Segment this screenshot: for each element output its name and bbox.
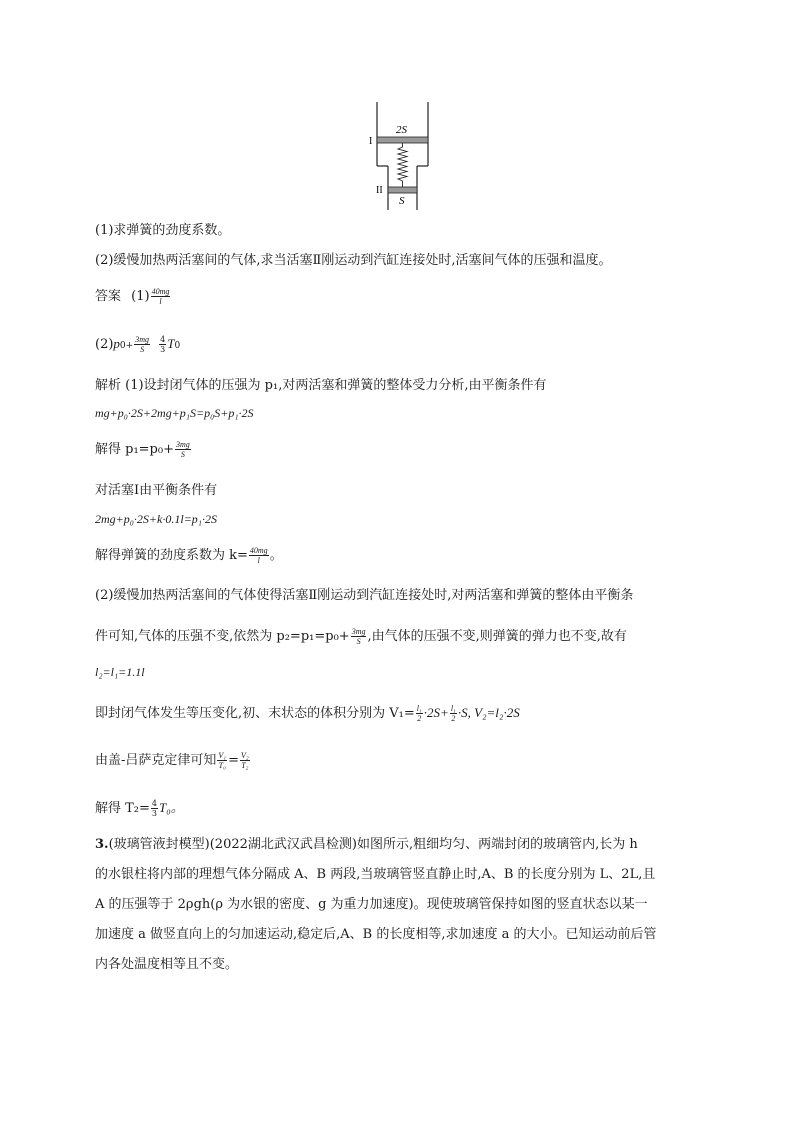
answer-2: (2)p0+ $\frac{3mg}{S}$ $\frac{4}{3}$ T0 [95, 335, 181, 354]
analysis-final: 解得 T₂= $\frac{4}{3}$ T₀。 [95, 799, 184, 818]
problem-3-line-1: 3.(玻璃管液封模型)(2022湖北武汉武昌检测)如图所示,粗细均匀、两端封闭的玻璃管内,长为 h [95, 837, 638, 852]
label-upper-area: 2S [396, 124, 407, 136]
label-lower-area: S [399, 195, 405, 207]
analysis-eq-2: 2mg+p₀·2S+k·0.1l=p₁·2S [95, 512, 217, 526]
analysis-eq-1: mg+p₀·2S+2mg+p₁S=p₀S+p₁·2S [95, 406, 254, 420]
cylinder-piston-figure [360, 100, 440, 212]
answer-1-fraction: $\frac{40mg}{l}$ [151, 287, 170, 306]
answer-2-prefix: (2) [95, 337, 114, 352]
analysis-solve-2: 解得弹簧的劲度系数为 k= $\frac{40mg}{l}$ 。 [95, 546, 283, 565]
analysis-gay-lussac: 由盖-吕萨克定律可知 $\frac{\text{V₁}}{\text{T₀}}$ = $\frac{\text{V₂}}{\text{T₂}}$ [95, 751, 249, 770]
problem-3-line-3: A 的压强等于 2ρgh(ρ 为水银的密度、g 为重力加速度)。现使玻璃管保持如图的竖直状态以某一 [95, 897, 648, 912]
question-1: (1)求弹簧的劲度系数。 [95, 223, 231, 238]
piston-1 [377, 137, 428, 143]
answer-2-pressure-fraction: $\frac{3mg}{S}$ [135, 335, 149, 354]
label-piston-1: I [369, 136, 373, 147]
label-piston-2: II [376, 185, 383, 196]
problem-3-number: 3. [95, 837, 109, 852]
analysis-volume-line: 即封闭气体发生等压变化,初、末状态的体积分别为 V₁= $\frac{\text{l₁}}{2}$ ·2S+ $\frac{\text{l₁}}{2}$ ·S, V₂=l₂·2S [95, 704, 520, 723]
answer-2-temp-fraction: $\frac{4}{3}$ [160, 335, 166, 354]
answer-label: 答案 [95, 289, 122, 304]
piston-2 [388, 187, 417, 193]
answer-1 [95, 284, 171, 310]
problem-3-line-2: 的水银柱将内部的理想气体分隔成 A、B 两段,当玻璃管竖直静止时,A、B 的长度分别为 L、2L,且 [95, 867, 656, 882]
analysis-part2-line-2: 件可知,气体的压强不变,依然为 p₂=p₁=p₀+ $\frac{3mg}{S}$ ,由气体的压强不变,则弹簧的弹力也不变,故有 [95, 627, 627, 646]
analysis-part2-line-1: (2)缓慢加热两活塞间的气体使得活塞Ⅱ刚运动到汽缸连接处时,对两活塞和弹簧的整体由平衡条 [95, 588, 634, 603]
analysis-solve-1: 解得 p₁=p₀+ $\frac{3mg}{S}$ [95, 440, 190, 459]
analysis-eq-3: l₂=l₁=1.1l [95, 665, 145, 679]
analysis-line-1: 解析 (1)设封闭气体的压强为 p₁,对两活塞和弹簧的整体受力分析,由平衡条件有 [95, 378, 547, 393]
analysis-line-2: 对活塞Ⅰ由平衡条件有 [95, 483, 218, 498]
answer-1-prefix: (1) [131, 289, 150, 304]
question-2: (2)缓慢加热两活塞间的气体,求当活塞Ⅱ刚运动到汽缸连接处时,活塞间气体的压强和温度。 [95, 253, 612, 268]
problem-3-line-4: 加速度 a 做竖直向上的匀加速运动,稳定后,A、B 的长度相等,求加速度 a 的大小。已知运动前后管 [95, 927, 657, 942]
spring-icon [398, 143, 407, 187]
problem-3-line-5: 内各处温度相等且不变。 [95, 957, 239, 972]
